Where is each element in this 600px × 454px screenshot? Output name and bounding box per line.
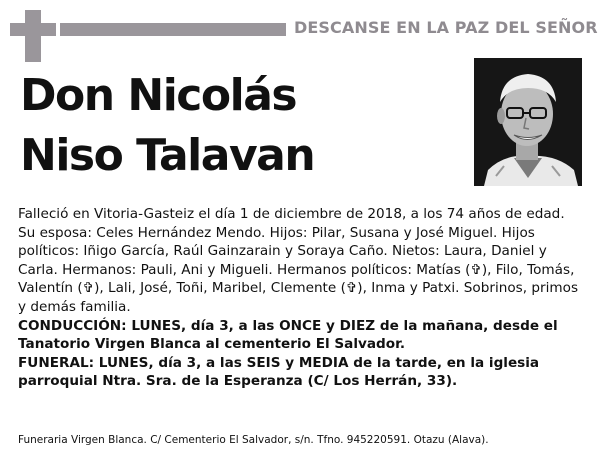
death-notice: Falleció en Vitoria-Gasteiz el día 1 de diciembre de 2018, a los 74 años de edad.	[18, 206, 565, 222]
obituary-body	[18, 205, 584, 391]
conduccion-info: CONDUCCIÓN: LUNES, día 3, a las ONCE y DIEZ de la mañana, desde el Tanatorio Virgen Blanca al cementerio El Salvador.	[18, 317, 558, 353]
portrait-photo	[474, 58, 582, 186]
header-rule	[60, 23, 286, 36]
cross-vertical-bar	[25, 10, 41, 62]
header-title: DESCANSE EN LA PAZ DEL SEÑOR	[294, 18, 598, 37]
funeral-info: FUNERAL: LUNES, día 3, a las SEIS y MEDIA de la tarde, en la iglesia parroquial Ntra. Sra. de la Esperanza (C/ Los Herrán, 33).	[18, 354, 540, 390]
funeral-home-footer: Funeraria Virgen Blanca. C/ Cementerio El Salvador, s/n. Tfno. 945220591. Otazu (Alava).	[18, 434, 489, 446]
portrait-illustration	[474, 58, 582, 186]
deceased-name-line2: Niso Talavan	[20, 130, 315, 181]
family-list: Su esposa: Celes Hernández Mendo. Hijos: Pilar, Susana y José Miguel. Hijos políticos: Iñigo García, Raúl Gainzarain y Soraya Caño. Nietos: Laura, Daniel y Carla. Hermanos: Pauli, Ani y Migueli. Hermanos políticos: Matías (✞), Filo, Tomás, Valentín (✞), Lali, José, Toñi, Maribel, Clemente (✞), Inma y Patxi. Sobrinos, primos y demás familia.	[18, 224, 579, 315]
cross-horizontal-bar	[10, 23, 56, 36]
deceased-name-line1: Don Nicolás	[20, 70, 297, 121]
